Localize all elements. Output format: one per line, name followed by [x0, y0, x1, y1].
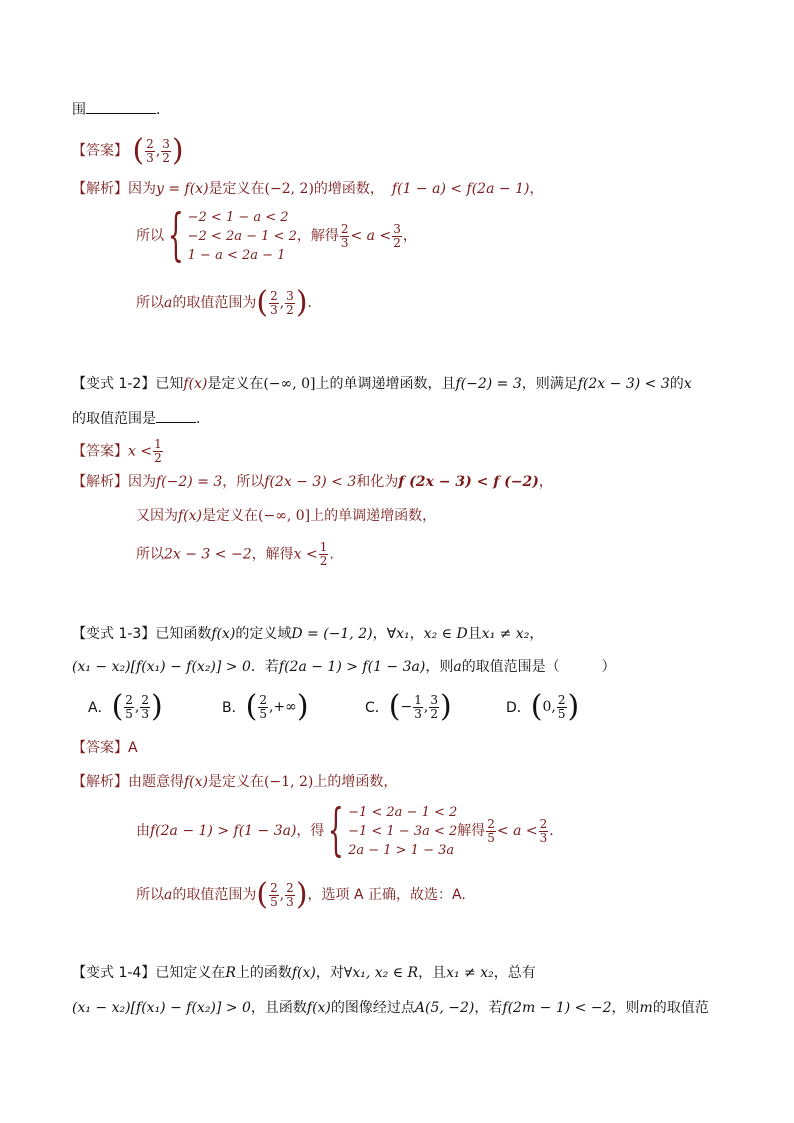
math: f(x): [178, 508, 203, 524]
den: 2: [393, 235, 401, 250]
period: .: [156, 102, 161, 118]
fraction: [269, 882, 279, 909]
paren: (: [132, 133, 145, 168]
comma: ,: [551, 699, 556, 715]
math: < a <: [496, 823, 538, 839]
option-letter: A．: [88, 700, 112, 716]
den: 2: [286, 302, 294, 317]
math: m: [639, 1000, 653, 1016]
fraction: [392, 223, 402, 250]
math: x₁: [396, 626, 410, 642]
text: 是定义在: [202, 508, 259, 524]
comma: ,: [155, 143, 161, 159]
den: 5: [557, 706, 566, 721]
den: 3: [539, 830, 548, 845]
q2-answer-line: [72, 438, 164, 465]
paren: ): [439, 689, 452, 724]
fraction: [145, 138, 155, 165]
text: ，解得: [251, 546, 294, 563]
text: ，则: [611, 1000, 640, 1016]
num: 1: [154, 437, 162, 451]
q2-analysis-line2: [136, 506, 436, 526]
fraction: [557, 694, 567, 721]
row: −1 < 2a − 1 < 2: [348, 804, 458, 820]
den: 2: [319, 554, 328, 568]
text: 解得: [457, 823, 486, 839]
inequality-system: [188, 208, 297, 265]
text: 的取值范围为: [172, 295, 257, 311]
q1-analysis-line1: [72, 179, 543, 199]
text: 已知定义在: [155, 965, 226, 981]
math: f(2x − 3) < 3: [577, 376, 670, 392]
fraction: [269, 290, 279, 317]
paren: (: [530, 689, 543, 724]
q2-analysis-line3: [136, 541, 334, 568]
math: f(x): [306, 1000, 331, 1016]
den: 3: [146, 150, 154, 165]
q3-option-a[interactable]: [88, 689, 163, 724]
text: ，总有: [493, 965, 536, 981]
den: 5: [125, 706, 133, 721]
comma: ,: [268, 699, 274, 715]
period: .: [329, 546, 334, 563]
answer-value: A: [128, 740, 138, 756]
row: 1 − a < 2a − 1: [187, 247, 286, 263]
den: 2: [154, 451, 162, 465]
text: 的取值范围是（ ）: [461, 659, 616, 675]
num: 2: [557, 692, 566, 707]
question-tag: 【变式 1-3】: [72, 626, 156, 642]
text: 的取值范: [652, 1000, 709, 1016]
math: R: [225, 965, 236, 981]
math: ∀x₁, x₂ ∈ R: [343, 965, 419, 981]
text: 所以: [136, 887, 164, 903]
math: x <: [128, 443, 153, 460]
text: ，得: [296, 823, 325, 839]
text: ，: [529, 181, 544, 197]
row: 2a − 1 > 1 − 3a: [348, 842, 455, 858]
q4-stem-line1: [72, 963, 536, 983]
analysis-tag: 【解析】: [72, 774, 128, 790]
text: 因为: [128, 181, 156, 197]
q2-answer-blank: [156, 408, 196, 423]
den: 3: [286, 894, 294, 909]
math: f(2m − 1) < −2: [502, 1000, 612, 1016]
text: ，∀: [372, 626, 397, 642]
math: (x₁ − x₂)[f(x₁) − f(x₂)] > 0: [72, 659, 251, 675]
q2-analysis-line1: [72, 472, 553, 492]
period: .: [196, 411, 201, 427]
math: −: [400, 699, 413, 715]
comma: ,: [279, 295, 285, 311]
fraction: [413, 694, 423, 721]
text: 上的函数: [235, 965, 292, 981]
fraction: [319, 541, 329, 568]
math: (−∞, 0]: [258, 508, 311, 524]
text: ，: [538, 474, 553, 490]
den: 5: [270, 894, 278, 909]
num: 2: [125, 692, 133, 707]
math: f(2x − 3) < 3: [264, 474, 357, 490]
den: 3: [141, 706, 150, 721]
math: D = (−1, 2): [291, 626, 373, 642]
math: (−1, 2): [264, 774, 314, 790]
text: 的定义域: [235, 626, 292, 642]
math: (−2, 2): [264, 181, 314, 197]
row: −1 < 1 − 3a < 2: [348, 823, 458, 839]
text: ，解得: [296, 228, 339, 244]
question-tag: 【变式 1-4】: [72, 965, 156, 981]
math: a: [164, 295, 173, 311]
text: ，: [529, 626, 544, 642]
text: 是定义在: [207, 376, 264, 392]
text: 且: [467, 626, 482, 642]
math: x <: [293, 546, 318, 563]
q3-answer-line: [72, 738, 138, 758]
q3-stem-line1: [72, 624, 543, 644]
analysis-tag: 【解析】: [72, 181, 128, 197]
num: 2: [340, 221, 349, 236]
q3-option-b[interactable]: [222, 689, 309, 724]
den: 3: [270, 302, 278, 317]
fraction: [539, 818, 549, 845]
math: f(2a − 1) > f(1 − 3a): [150, 823, 297, 839]
math: f(1 − a) < f(2a − 1): [391, 181, 530, 197]
text: 的图像经过点: [330, 1000, 415, 1016]
row: −2 < 1 − a < 2: [187, 209, 289, 225]
q1-tail-text: 围: [72, 102, 86, 118]
fraction: [258, 694, 268, 721]
q3-analysis-range: [136, 877, 466, 912]
math: 0: [542, 699, 552, 715]
text: 所以: [136, 295, 164, 311]
math: f(x): [184, 774, 209, 790]
option-letter: C．: [365, 700, 389, 716]
num: 2: [270, 288, 278, 303]
q1-answer-line: [72, 133, 184, 168]
num: 2: [487, 816, 495, 831]
q3-analysis-line1: [72, 772, 397, 792]
brace: {: [167, 203, 184, 268]
math: (x₁ − x₂)[f(x₁) − f(x₂)] > 0: [72, 1000, 251, 1016]
q1-answer-blank: [86, 99, 156, 114]
math: A(5, −2): [414, 1000, 475, 1016]
q3-stem-line2: [72, 657, 616, 677]
den: 3: [340, 235, 349, 250]
q1-analysis-system: [136, 203, 417, 268]
num: 2: [286, 880, 294, 895]
comma: ,: [423, 699, 429, 715]
paren: (: [245, 689, 258, 724]
text: 又因为: [136, 508, 178, 524]
text: ，: [402, 228, 417, 244]
den: 5: [487, 830, 495, 845]
text: 和化为: [356, 474, 399, 490]
fraction: [486, 818, 496, 845]
text: 所以: [136, 546, 164, 563]
text: 的增函数，: [313, 181, 384, 197]
text: 由: [136, 823, 150, 839]
paren: ): [171, 133, 184, 168]
answer-tag: 【答案】: [72, 443, 128, 460]
den: 3: [414, 706, 422, 721]
option-letter: D．: [506, 700, 531, 716]
inequality-system: [348, 803, 457, 860]
analysis-tag: 【解析】: [72, 474, 128, 490]
period: .: [307, 295, 312, 311]
row: −2 < 2a − 1 < 2: [187, 228, 297, 244]
text: ，: [409, 626, 424, 642]
text: ．: [549, 823, 564, 839]
math: a: [453, 659, 462, 675]
q1-analysis-range: [136, 285, 312, 320]
text: 上的单调递增函数，: [310, 508, 437, 524]
comma: ,: [134, 699, 140, 715]
num: 2: [270, 880, 278, 895]
q2-stem-line1: [72, 374, 692, 394]
den: 2: [430, 706, 438, 721]
paren: ): [567, 689, 580, 724]
math: (−∞, 0]: [263, 376, 316, 392]
question-tag: 【变式 1-2】: [72, 376, 156, 392]
paren: (: [256, 285, 269, 320]
num: 3: [393, 221, 401, 236]
q1-tail-line: [72, 99, 160, 120]
fraction: [340, 223, 350, 250]
text: 所以: [136, 228, 164, 244]
num: 1: [319, 540, 328, 554]
den: 5: [259, 706, 267, 721]
math: x₂ ∈ D: [423, 626, 468, 642]
answer-tag: 【答案】: [72, 143, 128, 159]
brace: {: [328, 798, 345, 863]
comma: ,: [279, 887, 285, 903]
math: f(−2) = 3: [455, 376, 522, 392]
math: f (2x − 3) < f (−2): [398, 474, 539, 490]
math: f(x): [211, 626, 236, 642]
text: ，则满足: [521, 376, 578, 392]
paren: ): [296, 689, 309, 724]
text: 的: [669, 376, 684, 392]
fraction: [285, 290, 295, 317]
text: ，且函数: [250, 1000, 307, 1016]
num: 2: [259, 692, 267, 707]
num: 2: [146, 136, 154, 151]
num: 2: [141, 692, 150, 707]
text: ，则: [425, 659, 454, 675]
q2-stem-line2: [72, 408, 200, 429]
paren: (: [256, 877, 269, 912]
paren: (: [111, 689, 124, 724]
fraction: [140, 694, 150, 721]
den: 2: [162, 150, 170, 165]
num: 3: [286, 288, 294, 303]
q3-option-c[interactable]: [365, 689, 452, 724]
paren: ): [295, 285, 308, 320]
math: f(−2) = 3: [156, 474, 223, 490]
q3-option-d[interactable]: [506, 689, 580, 724]
text: 是定义在: [208, 774, 265, 790]
fraction: [161, 138, 171, 165]
num: 2: [539, 816, 548, 831]
text: ，若: [474, 1000, 503, 1016]
text: 是定义在: [208, 181, 265, 197]
math: y = f(x): [156, 181, 209, 197]
fraction: [124, 694, 134, 721]
math: f(x): [183, 376, 208, 392]
text: 的取值范围是: [72, 411, 156, 427]
math: f(x): [291, 965, 316, 981]
text: 已知函数: [155, 626, 212, 642]
text: ，所以: [222, 474, 265, 490]
math: 2x − 3 < −2: [164, 546, 252, 563]
q4-stem-line2: [72, 998, 709, 1018]
text: 已知: [155, 376, 184, 392]
math: x₁ ≠ x₂: [481, 626, 530, 642]
text: ，对: [315, 965, 344, 981]
answer-tag: 【答案】: [72, 740, 128, 756]
num: 3: [430, 692, 438, 707]
paren: (: [388, 689, 401, 724]
text: 由题意得: [128, 774, 184, 790]
math: x: [683, 376, 692, 392]
text: 上的单调递增函数，且: [315, 376, 456, 392]
paren: ): [151, 689, 163, 724]
math: a: [164, 887, 173, 903]
fraction: [429, 694, 439, 721]
paren: ): [295, 877, 308, 912]
option-letter: B．: [222, 700, 246, 716]
math: f(2a − 1) > f(1 − 3a): [278, 659, 426, 675]
text: ．若: [250, 659, 279, 675]
text: ，选项 A 正确，故选：A.: [307, 887, 466, 903]
math: < a <: [350, 228, 392, 244]
num: 1: [414, 692, 422, 707]
text: 因为: [128, 474, 156, 490]
fraction: [285, 882, 295, 909]
num: 3: [162, 136, 170, 151]
text: ，且: [418, 965, 447, 981]
text: 的取值范围为: [172, 887, 257, 903]
math: +∞: [273, 699, 297, 715]
math: x₁ ≠ x₂: [446, 965, 494, 981]
fraction: [153, 438, 163, 465]
text: 上的增函数，: [313, 774, 398, 790]
q3-analysis-system: [136, 800, 563, 862]
